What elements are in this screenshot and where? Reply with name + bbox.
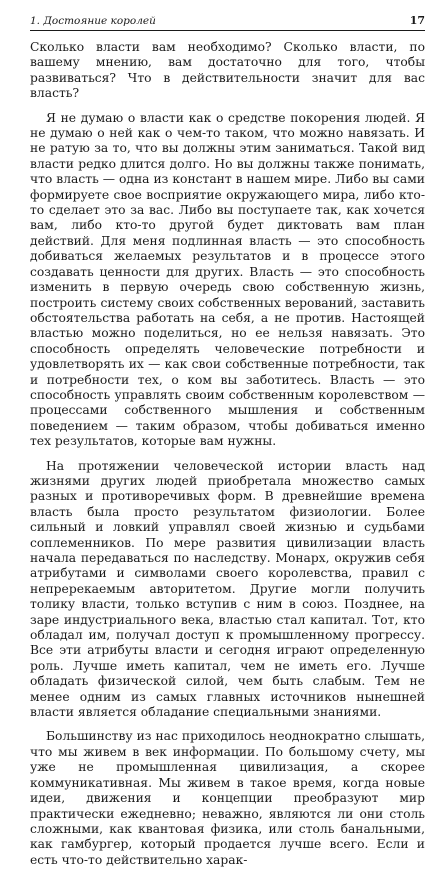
book-page bbox=[30, 14, 425, 877]
chapter-title: 1. Достояние королей bbox=[30, 15, 156, 27]
paragraph: Я не думаю о власти как о средстве покорения людей. Я не думаю о ней как о чем-то таком, что можно навязать. И не ратую за то, что вы должны этим заниматься. Такой вид власти редко длится долго. Но вы должны также понимать, что власть — одна из констант в нашем мире. Либо вы сами формируете свое восприятие окружающего мира, либо кто-то сделает это за вас. Либо вы поступаете так, как хочется вам, либо кто-то другой будет диктовать вам план действий. Для меня подлинная власть — это способность добиваться желаемых результатов и в процессе этого создавать ценности для других. Власть — это способность изменить в первую очередь свою собственную жизнь, построить систему своих собственных верований, заставить обстоятельства работать на себя, а не против. Настоящей властью можно поделиться, но ее нельзя навязать. Это способность определять человеческие потребности и удовлетворять их — как свои собственные потребности, так и потребности тех, о ком вы заботитесь. Власть — это способность управлять своим собственным королевством — процессами собственного мышления и собственным поведением — таким образом, чтобы добиваться именно тех результатов, которые вам нужны. bbox=[30, 110, 425, 449]
body-text bbox=[30, 40, 425, 868]
running-header bbox=[30, 14, 425, 31]
paragraph: Сколько власти вам необходимо? Сколько власти, по вашему мнению, вам достаточно для того, чтобы развиваться? Что в действительности значит для вас власть? bbox=[30, 40, 425, 101]
page-number: 17 bbox=[409, 14, 425, 27]
paragraph: Большинству из нас приходилось неоднократно слышать, что мы живем в век информации. По большому счету, мы уже не промышленная цивилизация, а скорее коммуникативная. Мы живем в такое время, когда новые идеи, движения и концепции преобразуют мир практически ежедневно; неважно, являются ли они столь сложными, как квантовая физика, или столь банальными, как гамбургер, который продается лучше всего. Если и есть что-то действительно харак- bbox=[30, 729, 425, 867]
paragraph: На протяжении человеческой истории власть над жизнями других людей приобретала множество самых разных и противоречивых форм. В древнейшие времена власть была просто результатом физиологии. Более сильный и ловкий управлял своей жизнью и судьбами соплеменников. По мере развития цивилизации власть начала передаваться по наследству. Монарх, окружив себя атрибутами и символами своего королевства, правил с непререкаемым авторитетом. Другие могли получить толику власти, только вступив с ним в союз. Позднее, на заре индустриального века, властью стал капитал. Тот, кто обладал им, получал доступ к промышленному прогрессу. Все эти атрибуты власти и сегодня играют определенную роль. Лучше иметь капитал, чем не иметь его. Лучше обладать физической силой, чем быть слабым. Тем не менее одним из самых главных источников нынешней власти является обладание специальными знаниями. bbox=[30, 458, 425, 720]
